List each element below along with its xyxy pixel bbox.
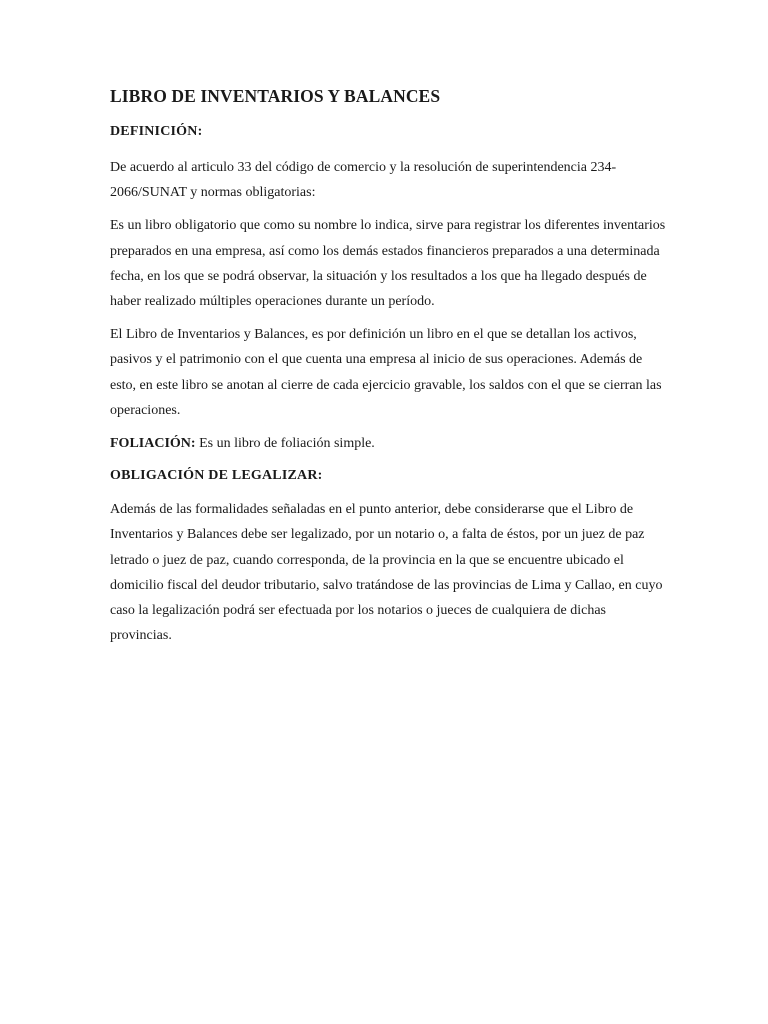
definicion-paragraph-2: Es un libro obligatorio que como su nombre lo indica, sirve para registrar los diferentes inventarios preparados en una empresa, así como los demás estados financieros preparados a una determinada fecha, en los que se podrá observar, la situación y los resultados a los que ha llegado después de haber realizado múltiples operaciones durante un período. (110, 218, 666, 310)
foliacion-paragraph (110, 431, 670, 456)
foliacion-text: Es un libro de foliación simple. (195, 436, 375, 452)
legalizar-heading: OBLIGACIÓN DE LEGALIZAR: (110, 468, 323, 484)
definicion-paragraph-1: De acuerdo al articulo 33 del código de comercio y la resolución de superintendencia 234-2066/SUNAT y normas obligatorias: (110, 160, 617, 201)
document-title: LIBRO DE INVENTARIOS Y BALANCES (110, 86, 441, 106)
document-page (110, 84, 670, 656)
legalizar-paragraph: Además de las formalidades señaladas en el punto anterior, debe considerarse que el Libro de Inventarios y Balances debe ser legalizado, por un notario o, a falta de éstos, por un juez de paz letrado o juez de paz, cuando corresponda, de la provincia en la que se encuentre ubicado el domicilio fiscal del deudor tributario, salvo tratándose de las provincias de Lima y Callao, en cuyo caso la legalización podrá ser efectuada por los notarios o jueces de cualquiera de dichas provincias. (110, 502, 663, 644)
foliacion-label: FOLIACIÓN: (110, 436, 196, 452)
definicion-heading: DEFINICIÓN: (110, 124, 203, 139)
definicion-paragraph-3: El Libro de Inventarios y Balances, es por definición un libro en el que se detallan los activos, pasivos y el patrimonio con el que cuenta una empresa al inicio de sus operaciones. Además de esto, en este libro se anotan al cierre de cada ejercicio gravable, los saldos con el que se cierran las operaciones. (110, 327, 662, 418)
